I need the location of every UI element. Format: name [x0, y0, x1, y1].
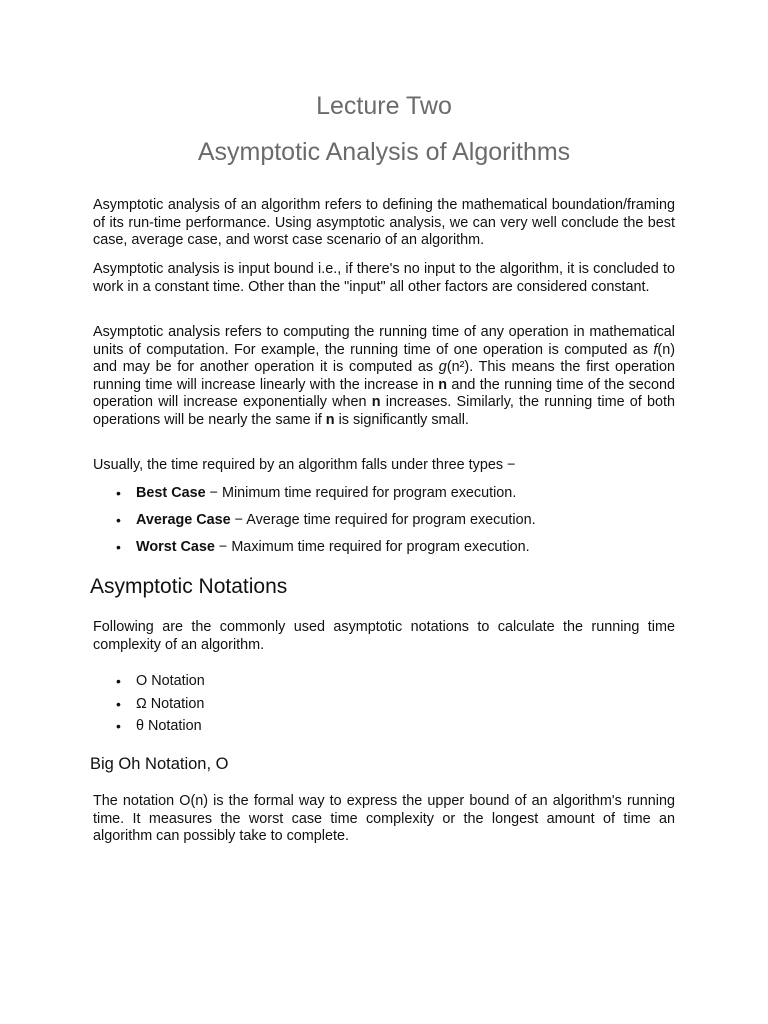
- notations-intro: Following are the commonly used asymptotic notations to calculate the running time complexity of an algorithm.: [93, 619, 675, 653]
- intro-paragraph-4: Usually, the time required by an algorithm falls under three types −: [93, 457, 516, 473]
- intro-paragraph-3: Asymptotic analysis refers to computing the running time of any operation in mathematical units of computation. For example, the running time of one operation is computed as f(n) and may be for another operation it is computed as g(n²). This means the first operation running time will increase linearly with the increase in n and the running time of the second operation will increase exponentially when n increases. Similarly, the running time of both operations will be nearly the same if n is significantly small.: [93, 324, 675, 428]
- notations-list: [116, 673, 205, 741]
- list-item: • Average Case − Average time required for program execution.: [116, 512, 536, 539]
- list-item: • O Notation: [116, 673, 205, 696]
- list-item: • Best Case − Minimum time required for program execution.: [116, 485, 536, 512]
- list-item: • Ω Notation: [116, 696, 205, 719]
- big-oh-heading: Big Oh Notation, O: [90, 755, 229, 773]
- lecture-title: Lecture Two: [316, 92, 452, 120]
- intro-paragraph-1: Asymptotic analysis of an algorithm refers to defining the mathematical boundation/framing of its run-time performance. Using asymptotic analysis, we can very well conclude the best case, average case, and worst case scenario of an algorithm.: [93, 197, 675, 249]
- notations-heading: Asymptotic Notations: [90, 575, 288, 598]
- intro-paragraph-2: Asymptotic analysis is input bound i.e., if there's no input to the algorithm, it is concluded to work in a constant time. Other than the "input" all other factors are considered constant.: [93, 261, 675, 295]
- lecture-subtitle: Asymptotic Analysis of Algorithms: [197, 138, 571, 166]
- cases-list: [116, 485, 536, 566]
- list-item: • θ Notation: [116, 718, 205, 741]
- list-item: • Worst Case − Maximum time required for program execution.: [116, 539, 536, 566]
- big-oh-paragraph: The notation O(n) is the formal way to express the upper bound of an algorithm's running time. It measures the worst case time complexity or the longest amount of time an algorithm can possibly take to complete.: [93, 793, 675, 845]
